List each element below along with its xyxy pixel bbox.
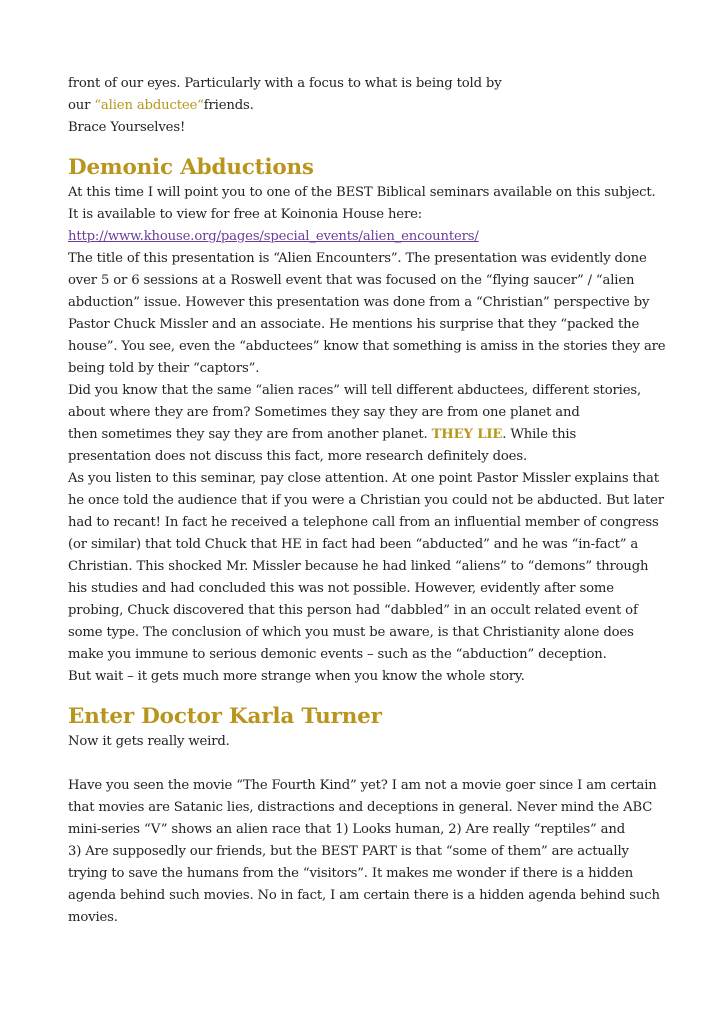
paragraph-line: house”. You see, even the “abductees” know that something is amiss in the stories they are <box>68 339 666 354</box>
paragraph-line: Christian. This shocked Mr. Missler because he had linked “aliens” to “demons” through <box>68 559 649 574</box>
paragraph-line: abduction” issue. However this presentation was done from a “Christian” perspective by <box>68 295 650 310</box>
intro-line-2-end: friends. <box>203 98 254 113</box>
paragraph-line: some type. The conclusion of which you must be aware, is that Christianity alone does <box>68 625 634 640</box>
paragraph-line: Have you seen the movie “The Fourth Kind” yet? I am not a movie goer since I am certain <box>68 778 657 793</box>
paragraph-line: But wait – it gets much more strange when you know the whole story. <box>68 669 525 684</box>
they-lie-line <box>68 424 668 446</box>
paragraph-line: about where they are from? Sometimes they say they are from one planet and <box>68 405 580 420</box>
paragraph-line: presentation does not discuss this fact, more research definitely does. <box>68 449 527 464</box>
intro-line-2-start: our <box>68 98 95 113</box>
paragraph-line: Now it gets really weird. <box>68 734 230 749</box>
paragraph-line: he once told the audience that if you were a Christian you could not be abducted. But later <box>68 493 664 508</box>
paragraph-line: At this time I will point you to one of the BEST Biblical seminars available on this subject. <box>68 185 656 200</box>
paragraph-line: agenda behind such movies. No in fact, I am certain there is a hidden agenda behind such <box>68 888 660 903</box>
alien-abductee-highlight: “alien abductee“ <box>94 98 204 113</box>
section-heading-karla-turner: Enter Doctor Karla Turner <box>68 704 382 729</box>
paragraph-line: movies. <box>68 910 118 925</box>
intro-line-3: Brace Yourselves! <box>68 120 186 135</box>
blank-line <box>68 753 668 775</box>
paragraph-line: It is available to view for free at Koinonia House here: <box>68 207 423 222</box>
paragraph-line: over 5 or 6 sessions at a Roswell event that was focused on the “flying saucer” / “alien <box>68 273 635 288</box>
paragraph-line: Pastor Chuck Missler and an associate. He mentions his surprise that they “packed the <box>68 317 640 332</box>
khouse-link[interactable]: http://www.khouse.org/pages/special_events/alien_encounters/ <box>68 229 479 244</box>
they-lie-emphasis: THEY LIE <box>431 427 503 442</box>
paragraph-line: being told by their “captors”. <box>68 361 260 376</box>
paragraph-line: As you listen to this seminar, pay close attention. At one point Pastor Missler explains that <box>68 471 659 486</box>
paragraph-line: (or similar) that told Chuck that HE in fact had been “abducted” and he was “in-fact” a <box>68 537 639 552</box>
paragraph-line: trying to save the humans from the “visitors”. It makes me wonder if there is a hidden <box>68 866 634 881</box>
they-lie-line-end: . While this <box>502 427 577 442</box>
paragraph-line: Did you know that the same “alien races” will tell different abductees, different stories, <box>68 383 642 398</box>
paragraph-line: probing, Chuck discovered that this person had “dabbled” in an occult related event of <box>68 603 638 618</box>
paragraph-line: mini-series “V” shows an alien race that 1) Looks human, 2) Are really “reptiles” and <box>68 822 625 837</box>
paragraph-line: his studies and had concluded this was not possible. However, evidently after some <box>68 581 614 596</box>
they-lie-line-start: then sometimes they say they are from another planet. <box>68 427 432 442</box>
paragraph-line: that movies are Satanic lies, distractions and deceptions in general. Never mind the ABC <box>68 800 653 815</box>
intro-line-2 <box>68 95 668 117</box>
intro-line-1: front of our eyes. Particularly with a focus to what is being told by <box>68 76 502 91</box>
paragraph-line: make you immune to serious demonic events – such as the “abduction” deception. <box>68 647 607 662</box>
section-heading-demonic-abductions: Demonic Abductions <box>68 155 314 180</box>
paragraph-line: had to recant! In fact he received a telephone call from an influential member of congress <box>68 515 659 530</box>
paragraph-line: 3) Are supposedly our friends, but the BEST PART is that “some of them” are actually <box>68 844 629 859</box>
paragraph-line: The title of this presentation is “Alien Encounters”. The presentation was evidently done <box>68 251 647 266</box>
khouse-link-line <box>68 226 668 248</box>
